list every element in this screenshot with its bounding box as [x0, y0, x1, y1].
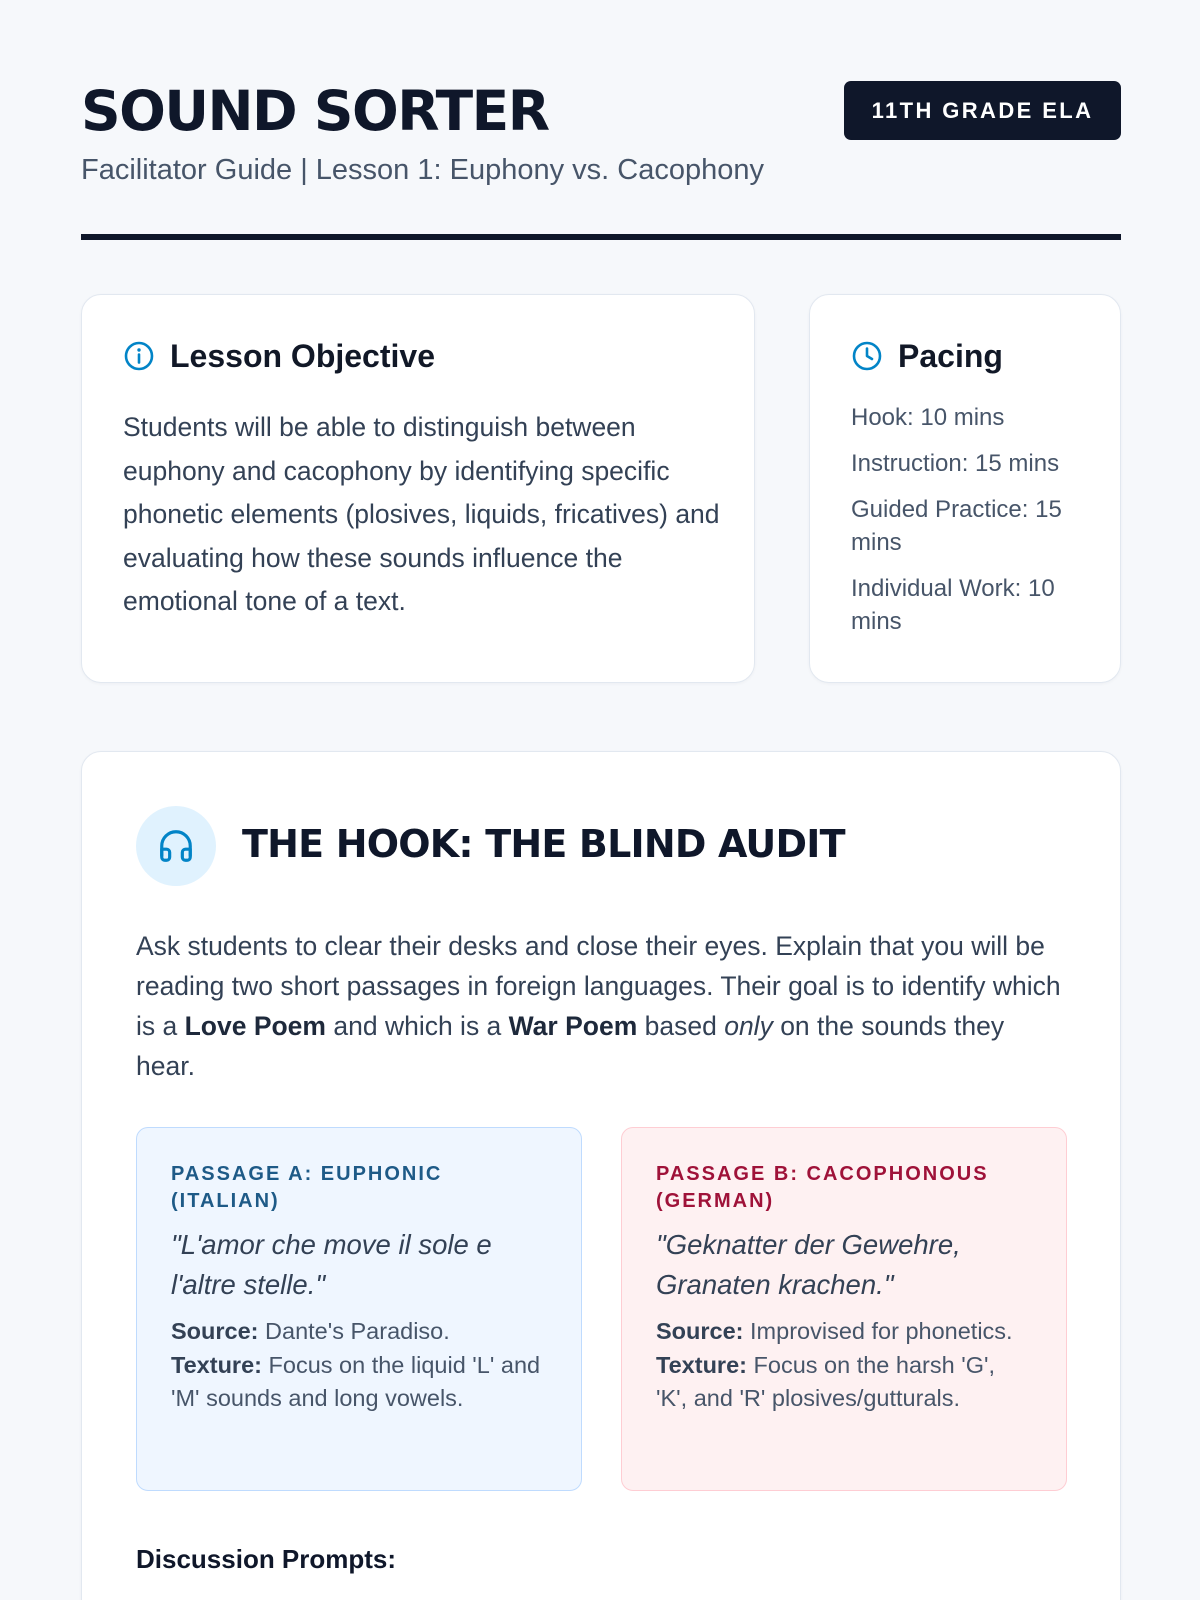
passage-a-box — [136, 1127, 582, 1491]
hook-intro — [136, 926, 1066, 1086]
pacing-item-individual-work: Individual Work: 10 mins — [851, 575, 1055, 635]
passage-a-texture — [171, 1349, 547, 1416]
passage-a-source-text: Dante's Paradiso. — [258, 1318, 450, 1344]
hook-intro-part-1: Ask students to clear their desks and close their eyes. Explain that you will be reading two short passages in foreign languages. Their goal is to identify which is a — [136, 931, 1061, 1041]
texture-label: Texture: — [656, 1351, 747, 1378]
pacing-item-instruction: Instruction: 15 mins — [851, 450, 1060, 477]
passage-b-source-text: Improvised for phonetics. — [743, 1318, 1013, 1344]
source-label: Source: — [656, 1318, 744, 1344]
pacing-card — [809, 294, 1121, 683]
pacing-header — [851, 340, 1003, 372]
hook-card — [81, 751, 1121, 1600]
objective-text: Students will be able to distinguish between euphony and cacophony by identifying specific phonetic elements (plosives, liquids, fricatives) and evaluating how these sounds influence the emotional tone of a text. — [123, 412, 720, 616]
hook-title: THE HOOK: THE BLIND AUDIT — [242, 822, 845, 866]
passage-b-texture-text: Focus on the harsh 'G', 'K', and 'R' plosives/gutturals. — [656, 1351, 995, 1411]
objective-heading: Lesson Objective — [170, 338, 435, 374]
passage-b-meta — [656, 1315, 1032, 1416]
pacing-item-guided-practice: Guided Practice: 15 mins — [851, 496, 1062, 556]
clock-icon — [851, 340, 883, 372]
objective-card — [81, 294, 755, 683]
headphones-icon — [157, 827, 195, 865]
hook-intro-part-3: based — [637, 1011, 725, 1041]
passage-a-texture-text: Focus on the liquid 'L' and 'M' sounds and long vowels. — [171, 1351, 541, 1411]
passage-a-label: PASSAGE A: EUPHONIC (ITALIAN) — [171, 1163, 443, 1212]
war-poem-term: War Poem — [508, 1011, 638, 1041]
pacing-list — [851, 401, 1101, 651]
headphones-icon-badge — [136, 806, 216, 886]
passage-b-label: PASSAGE B: CACOPHONOUS (GERMAN) — [656, 1163, 989, 1212]
passage-b-source — [656, 1315, 1032, 1349]
pacing-heading: Pacing — [898, 338, 1003, 374]
page-subtitle: Facilitator Guide | Lesson 1: Euphony vs. Cacophony — [81, 154, 764, 186]
passage-b-box — [621, 1127, 1067, 1491]
page-title: SOUND SORTER — [81, 79, 549, 143]
texture-label: Texture: — [171, 1351, 262, 1378]
pacing-item-hook: Hook: 10 mins — [851, 404, 1005, 431]
hook-intro-part-4: on the sounds they hear. — [136, 1011, 1005, 1081]
info-icon — [123, 340, 155, 372]
hook-intro-part-2: and which is a — [326, 1011, 509, 1041]
header-divider — [81, 234, 1121, 240]
grade-badge: 11TH GRADE ELA — [844, 81, 1121, 140]
passage-b-quote: "Geknatter der Gewehre, Granaten krachen." — [656, 1229, 961, 1300]
passage-b-texture — [656, 1349, 1032, 1416]
page-header — [81, 80, 1121, 242]
only-emphasis: only — [724, 1011, 773, 1041]
objective-header — [123, 340, 435, 372]
passage-a-meta — [171, 1315, 547, 1416]
love-poem-term: Love Poem — [184, 1011, 326, 1041]
passage-a-source — [171, 1315, 547, 1349]
source-label: Source: — [171, 1318, 259, 1344]
discussion-prompts-heading: Discussion Prompts: — [136, 1544, 397, 1574]
passage-a-quote: "L'amor che move il sole e l'altre stelle." — [171, 1229, 492, 1300]
